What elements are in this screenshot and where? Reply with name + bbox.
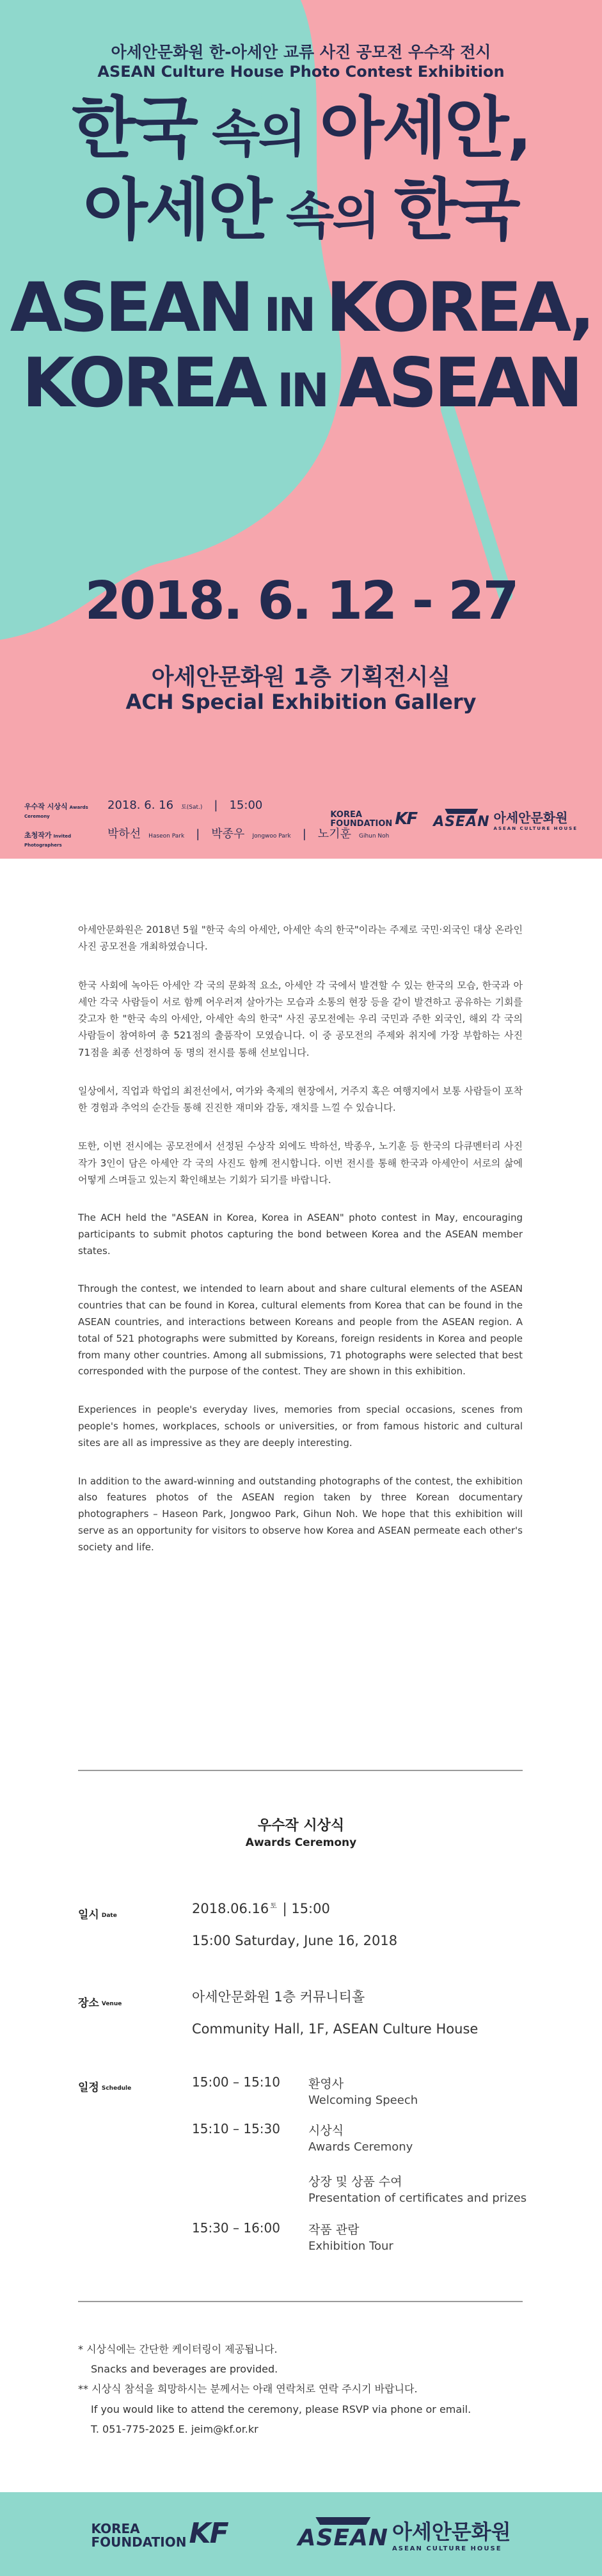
schedule-label: 일정 Schedule [78,2081,132,2094]
ceremony-credit-date: 2018. 6. 16 [107,799,174,812]
date-label: 일시 Date [78,1909,117,1921]
note-rsvp-kr: ** 시상식 참석을 희망하시는 분께서는 아래 연락처로 연락 주시기 바랍니다. [78,2383,418,2396]
venue-label: 장소 Venue [78,1997,122,2010]
intro-paragraph-kr: 또한, 이번 전시에는 공모전에서 선정된 수상작 외에도 박하선, 박종우, 노기훈 등 한국의 다큐멘터리 사진 작가 3인이 담은 아세안 각 국의 사진도 함께 전시합니다. 이번 전시를 통해 한국과 아세안이 서로의 삶에 어떻게 스며들고 있는지 확인해보는 기회가 되기를 바랍니다. [78,1140,523,1186]
footer-logos [0,2492,602,2576]
schedule-time: 15:30 – 16:00 [192,2220,280,2236]
mint-diagonal-line [448,409,505,595]
note-catering-kr: * 시상식에는 간단한 케이터링이 제공됩니다. [78,2343,278,2355]
photographers-credit-label: 초청작가 Invited Photographers [24,831,72,848]
date-value-en: 15:00 Saturday, June 16, 2018 [192,1933,398,1948]
schedule-event-kr: 작품 관람 [308,2223,360,2237]
note-rsvp-en: If you would like to attend the ceremony, please RSVP via phone or email. [91,2403,471,2415]
credit-separator: | [196,827,200,841]
section-divider [78,2301,523,2302]
intro-paragraph-en: In addition to the award-winning and outstanding photographs of the contest, the exhibition also features photos of the ASEAN region taken by three Korean documentary photographers – Haseon Park, Jongwoo Park, Gihun Noh. We hope that this exhibition will serve as an opportunity for visitors to observe how Korea and ASEAN permeate each other's society and life. [78,1475,523,1553]
poster-subtitle-kr: 아세안문화원 한-아세안 교류 사진 공모전 우수작 전시 [111,43,491,61]
ceremony-credit-time: 15:00 [229,799,263,812]
intro-paragraph-en: The ACH held the "ASEAN in Korea, Korea in ASEAN" photo contest in May, encouraging participants to submit photos capturing the bond between Korea and the ASEAN member states. [78,1212,523,1257]
photographer-name-en: Haseon Park [148,833,185,839]
schedule-event-en: Presentation of certificates and prizes [308,2191,527,2205]
section-divider [78,1770,523,1771]
roof-icon [445,809,478,814]
exhibition-dates: 2018. 6. 12 - 27 [84,571,518,632]
schedule-event-kr: 환영사 [308,2077,344,2091]
intro-paragraph-kr: 한국 사회에 녹아든 아세안 각 국의 문화적 요소, 아세안 각 국에서 발견할 수 있는 한국의 모습, 한국과 아세안 각국 사람들이 서로 함께 어우러져 살아가는 모습과 소통의 현장 등을 같이 발견하고 공유하는 기회를 갖고자 한 "한국 속의 아세안, 아세안 속의 한국" 사진 공모전에는 우리 국민과 주한 외국인, 해외 각 국의 사람들이 참여하여 총 521점의 출품작이 모였습니다. 이 중 공모전의 주제와 취지에 가장 부합하는 사진 71점을 최종 선정하여 동 명의 전시를 통해 선보입니다. [78,979,523,1058]
credit-separator: | [214,799,218,812]
poster-subtitle-en: ASEAN Culture House Photo Contest Exhibition [97,63,505,81]
intro-text [78,921,523,1578]
date-value-kr: 2018.06.16 $^토$ | 15:00 [192,1901,330,1916]
poster-logos [330,807,578,831]
photographer-name-en: Gihun Noh [358,833,390,839]
intro-paragraph-kr: 아세안문화원은 2018년 5월 "한국 속의 아세안, 아세안 속의 한국"이라는 주제로 국민·외국인 대상 온라인 사진 공모전을 개최하였습니다. [78,924,523,953]
schedule-time: 15:10 – 15:30 [192,2121,280,2136]
poster-title-en-line2: KOREA IN ASEAN [22,344,580,422]
asean-culture-house-logo: ASEAN 아세안문화원 ASEAN CULTURE HOUSE [298,2516,511,2552]
note-catering-en: Snacks and beverages are provided. [91,2363,278,2376]
korea-foundation-logo: KOREA FOUNDATION KF [91,2517,228,2550]
asean-culture-house-logo: ASEAN 아세안문화원 ASEAN CULTURE HOUSE [433,810,578,831]
roof-icon [315,2517,370,2525]
poster-title-kr-line1: 한국 속의 아세안, [72,89,530,167]
exhibition-venue-kr: 아세안문화원 1층 기획전시실 [151,664,451,690]
ceremony-credit-day: 토(Sat.) [181,804,203,811]
poster-title-kr-line2: 아세안 속의 한국 [83,171,519,249]
credit-separator: | [302,827,306,841]
schedule-time: 15:00 – 15:10 [192,2074,280,2090]
poster [0,0,602,859]
photographer-name-kr: 박하선 [107,827,141,841]
schedule-event-kr: 시상식 [308,2124,344,2138]
ceremony-notes [78,2339,523,2439]
exhibition-venue-en: ACH Special Exhibition Gallery [125,690,477,714]
intro-paragraph-en: Through the contest, we intended to learn about and share cultural elements of the ASEAN countries that can be found in Korea, cultural elements from Korea that can be found in the ASEAN countries, and interactions between Koreans and people from the ASEAN region. A total of 521 photographs were submitted by Koreans, foreign residents in Korea and people from many other countries. Among all submissions, 71 photographs were selected that best corresponded with the purpose of the contest. They are shown in this exhibition. [78,1283,523,1378]
schedule-event-en: Exhibition Tour [308,2239,393,2253]
ceremony-title-kr: 우수작 시상식 [257,1818,345,1834]
schedule-event-en: Welcoming Speech [308,2094,418,2107]
photographer-name-en: Jongwoo Park [252,833,291,839]
schedule-event-en: Awards Ceremony [308,2140,413,2154]
venue-value-kr: 아세안문화원 1층 커뮤니티홀 [192,1989,365,2005]
venue-value-en: Community Hall, 1F, ASEAN Culture House [192,2021,479,2037]
contact-info: T. 051-775-2025 E. jeim@kf.or.kr [91,2422,258,2435]
poster-title-en-line1: ASEAN IN KOREA, [10,268,592,347]
ceremony-credit-label: 우수작 시상식 Awards Ceremony [24,802,88,819]
photographer-name-kr: 박종우 [211,827,245,841]
intro-paragraph-kr: 일상에서, 직업과 학업의 최전선에서, 여가와 축제의 현장에서, 거주지 혹은 여행지에서 보통 사람들이 포착한 경험과 추억의 순간들 통해 진진한 재미와 감동, 재치를 느낄 수 있습니다. [78,1085,523,1113]
photographer-name-kr: 노기훈 [317,827,351,841]
korea-foundation-logo: KOREA FOUNDATION KF [330,809,417,829]
ceremony-title-en: Awards Ceremony [245,1836,357,1849]
intro-paragraph-en: Experiences in people's everyday lives, memories from special occasions, scenes from people's homes, workplaces, schools or universities, or from famous historic and cultural sites are all as impressive as they are deeply interesting. [78,1404,523,1449]
schedule-event-kr: 상장 및 상품 수여 [308,2175,402,2189]
